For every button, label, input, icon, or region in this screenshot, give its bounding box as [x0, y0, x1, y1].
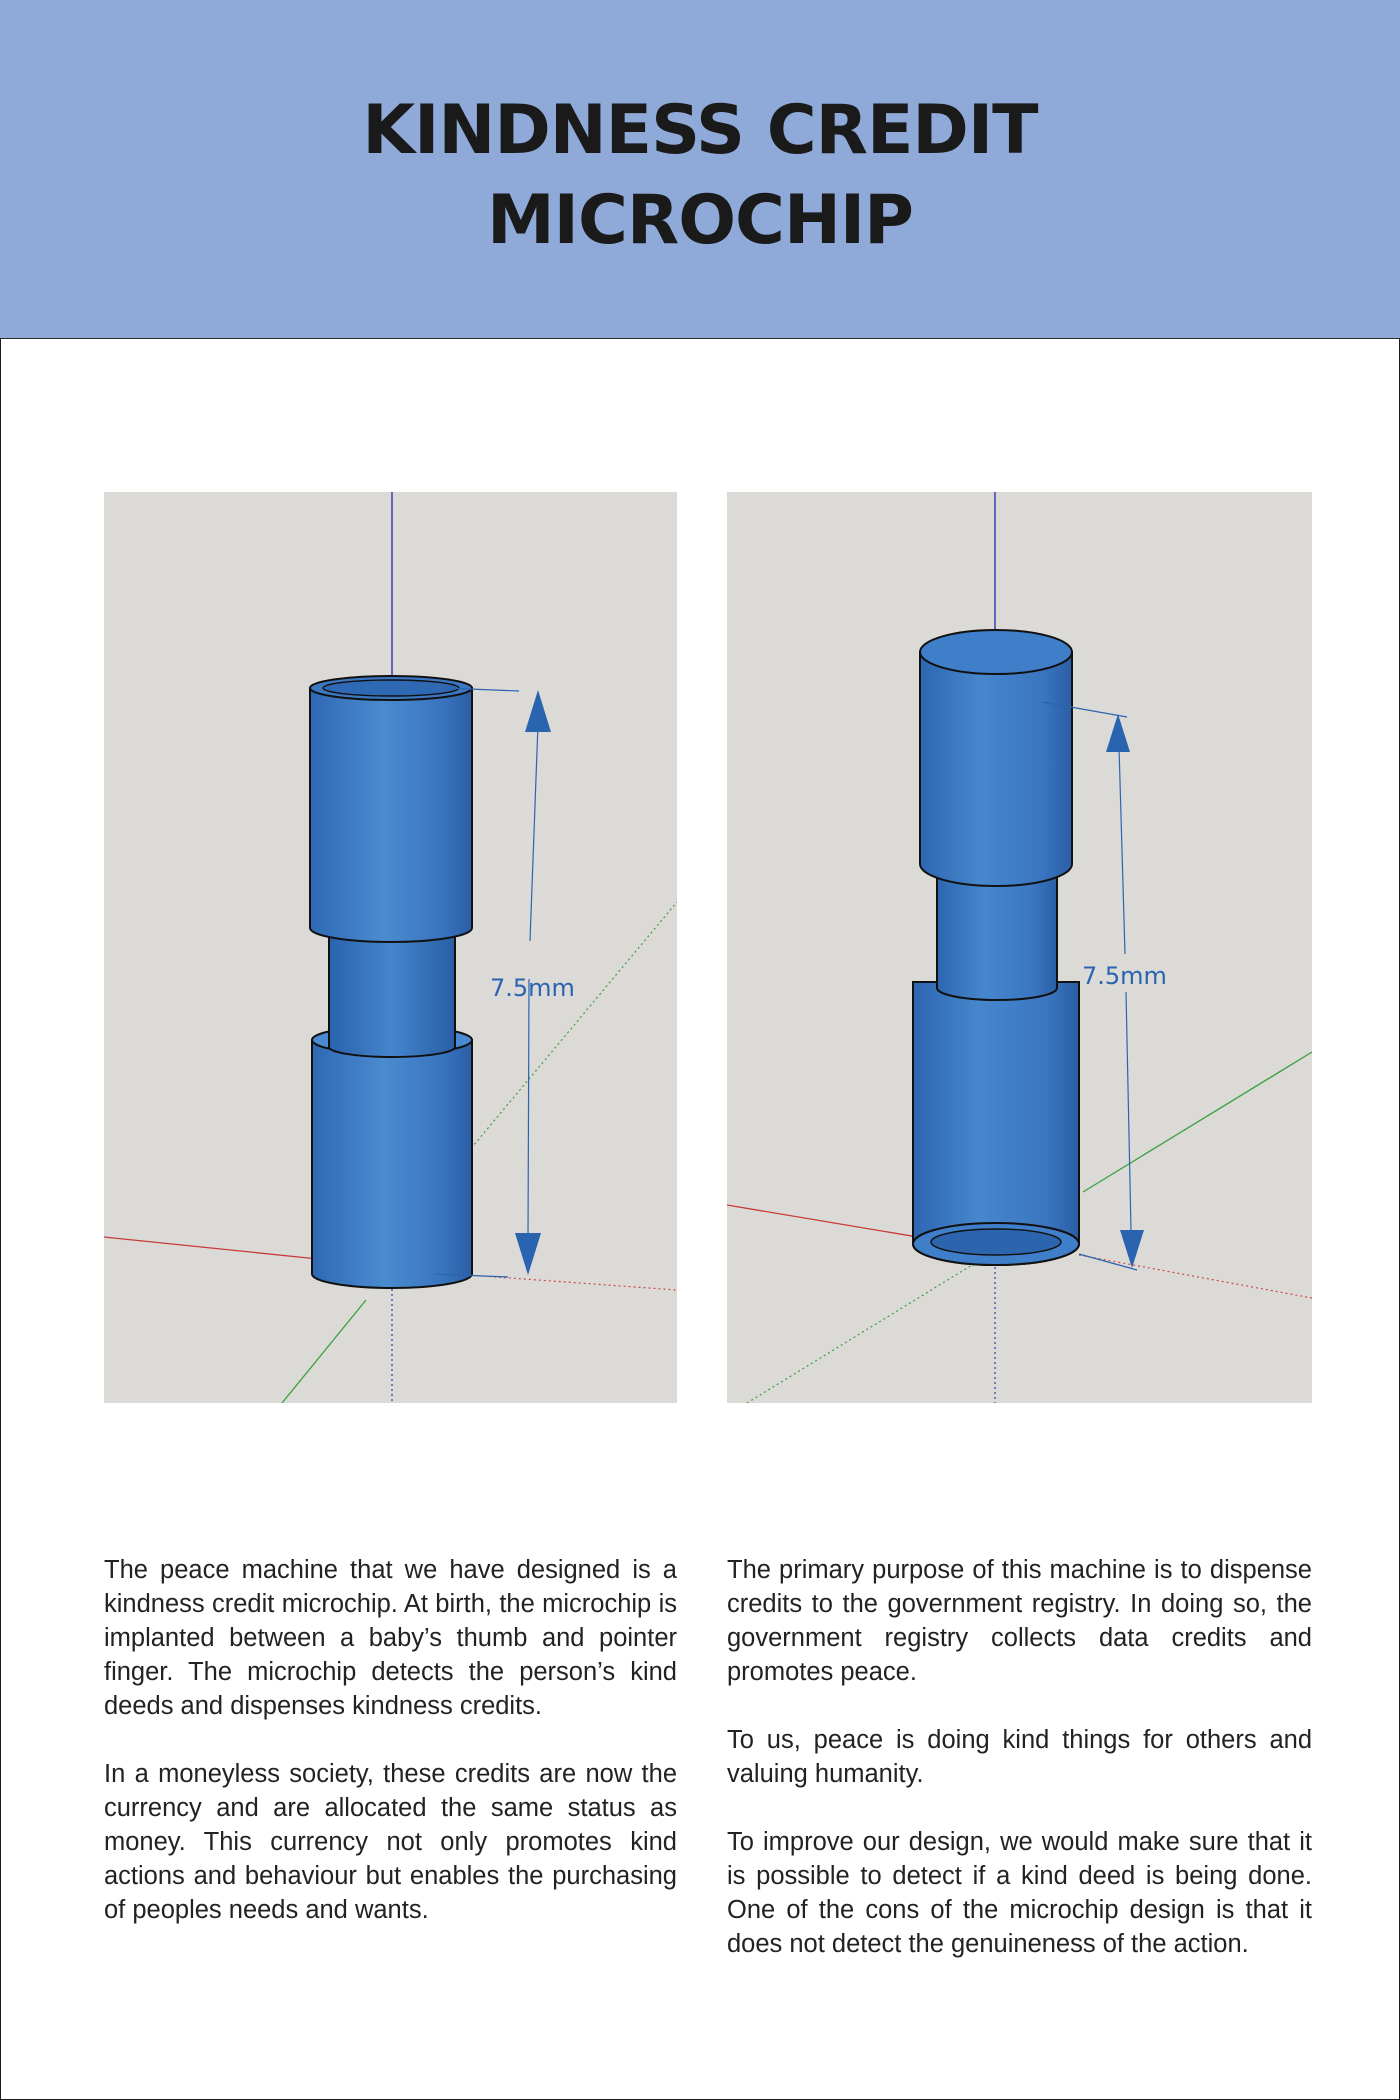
red-axis-dotted — [1079, 1255, 1312, 1298]
top-cylinder — [920, 630, 1072, 886]
green-axis-line — [282, 1300, 366, 1403]
microchip-render-front-svg — [104, 492, 677, 1403]
middle-cylinder — [329, 932, 455, 1057]
title-line-1: KINDNESS CREDIT — [362, 91, 1038, 170]
paragraph-design-improvement: To improve our design, we would make sure that it is possible to detect if a kind deed is being done. One of the cons of the microchip design is that it does not detect the genuineness of the action. — [727, 1828, 1312, 1958]
paragraph-primary-purpose: The primary purpose of this machine is to dispense credits to the government registry. In doing so, the government registry collects data credits and promotes peace. — [727, 1556, 1312, 1686]
dimension-arrow-down — [515, 1233, 541, 1275]
microchip-render-angled — [727, 492, 1312, 1403]
dimension-arrow-down — [1120, 1230, 1144, 1268]
page-title — [0, 86, 1400, 266]
green-axis-dotted — [468, 902, 677, 1152]
body-text-left-column — [104, 1553, 677, 1927]
title-banner — [0, 0, 1400, 339]
green-axis-dotted — [747, 1262, 977, 1403]
dimension-arrow-up — [525, 690, 551, 732]
dimension-label-right: 7.5mm — [1082, 962, 1167, 990]
title-line-2: MICROCHIP — [487, 181, 913, 260]
paragraph-peace-definition: To us, peace is doing kind things for others and valuing humanity. — [727, 1726, 1312, 1788]
paragraph-machine-description: The peace machine that we have designed is a kindness credit microchip. At birth, the microchip is implanted between a baby’s thumb and pointer finger. The microchip detects the person’s kind deeds and dispenses kindness credits. — [104, 1556, 677, 1720]
microchip-render-angled-svg — [727, 492, 1312, 1403]
paragraph-moneyless-society: In a moneyless society, these credits are now the currency and are allocated the same status as money. This currency not only promotes kind actions and behaviour but enables the purchasing of peoples needs and wants. — [104, 1760, 677, 1924]
bottom-cylinder — [312, 1026, 472, 1288]
bottom-cylinder — [913, 982, 1079, 1265]
body-text-right-column — [727, 1553, 1312, 1961]
green-axis-line — [1083, 1052, 1312, 1192]
top-cylinder — [310, 676, 472, 942]
red-axis-line — [104, 1237, 318, 1259]
microchip-render-front — [104, 492, 677, 1403]
dimension-arrow-up — [1106, 714, 1130, 752]
dimension-label-left: 7.5mm — [490, 974, 575, 1002]
